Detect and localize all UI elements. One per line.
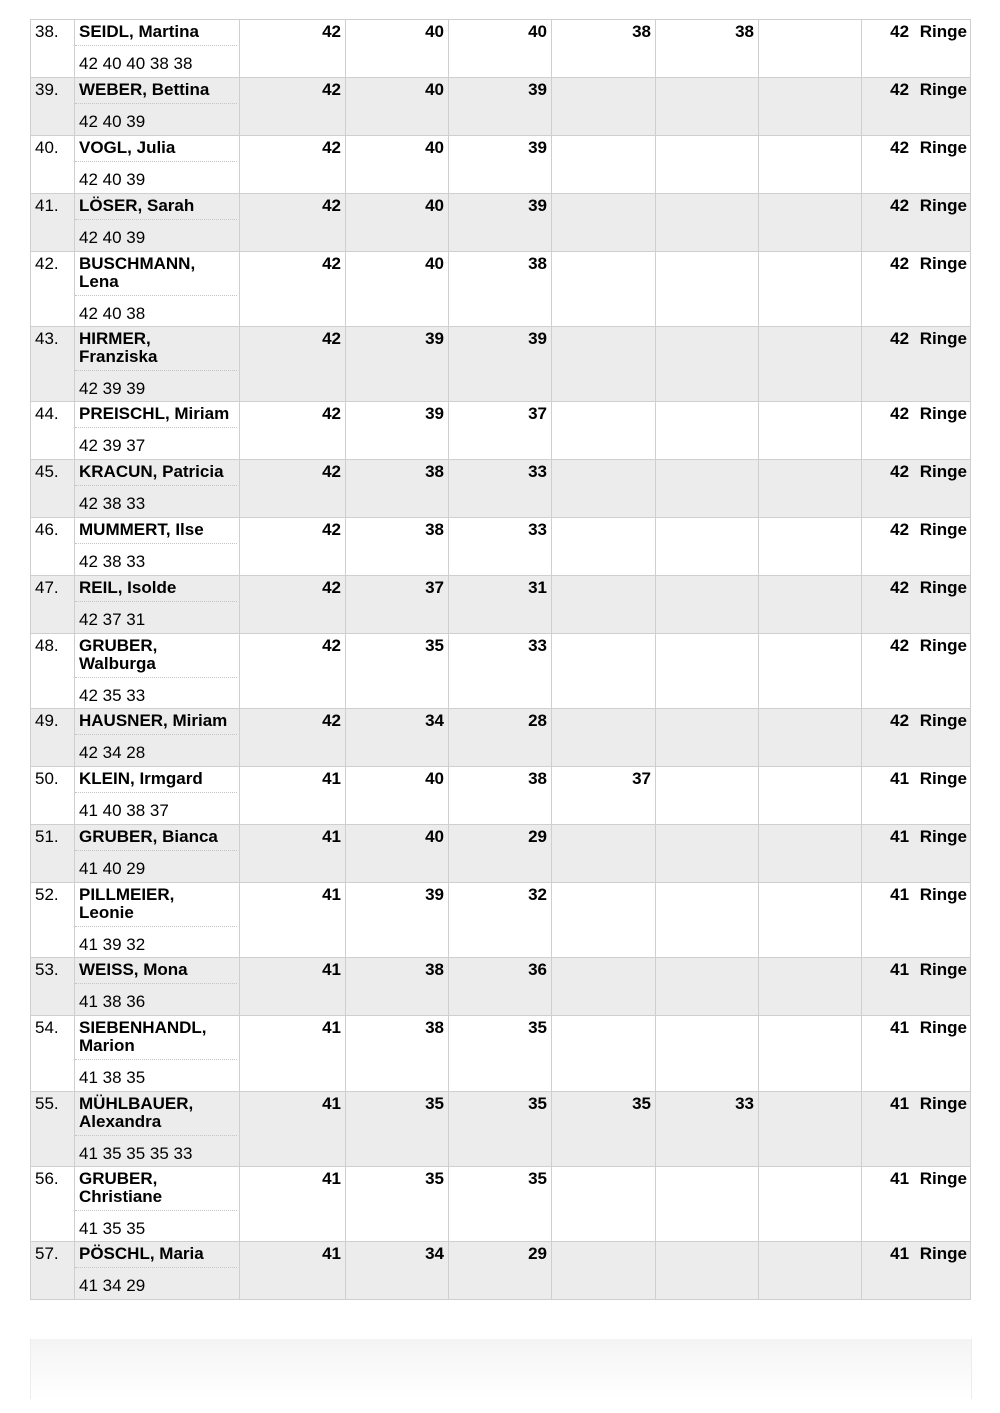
- rank-cell: 49.: [31, 709, 75, 767]
- series-scores: 41 39 32: [79, 935, 146, 954]
- score-cell-5: [656, 1242, 759, 1300]
- score-cell-6: [759, 327, 862, 402]
- total-unit: Ringe: [919, 827, 967, 846]
- score-cell-5: [656, 1167, 759, 1242]
- table-row: [31, 1242, 971, 1300]
- score-cell-1: 42: [240, 576, 346, 634]
- series-scores: 42 40 39: [79, 228, 146, 247]
- athlete-cell: [75, 402, 240, 460]
- total-value: 42: [890, 578, 910, 597]
- score-cell-6: [759, 767, 862, 825]
- score-cell-2: 39: [346, 327, 449, 402]
- athlete-name: REIL, Isolde: [75, 576, 237, 602]
- score-cell-1: 42: [240, 634, 346, 709]
- total-unit: Ringe: [919, 22, 967, 41]
- total-cell: [862, 1242, 971, 1300]
- rank-cell: 48.: [31, 634, 75, 709]
- score-cell-3: 29: [449, 825, 552, 883]
- athlete-name: GRUBER, Christiane: [75, 1167, 237, 1211]
- athlete-cell: [75, 883, 240, 958]
- total-unit: Ringe: [919, 769, 967, 788]
- score-cell-3: 40: [449, 20, 552, 78]
- total-cell: [862, 1016, 971, 1092]
- score-cell-1: 42: [240, 78, 346, 136]
- athlete-cell: [75, 767, 240, 825]
- score-cell-6: [759, 194, 862, 252]
- athlete-name: SIEBENHANDL, Marion: [75, 1016, 237, 1060]
- total-cell: [862, 460, 971, 518]
- series-scores: 42 40 39: [79, 112, 146, 131]
- score-cell-3: 36: [449, 958, 552, 1016]
- score-cell-3: 39: [449, 194, 552, 252]
- score-cell-1: 42: [240, 20, 346, 78]
- athlete-cell: [75, 1242, 240, 1300]
- score-cell-5: [656, 136, 759, 194]
- score-cell-2: 39: [346, 402, 449, 460]
- table-row: [31, 825, 971, 883]
- athlete-cell: [75, 78, 240, 136]
- rank-cell: 38.: [31, 20, 75, 78]
- score-cell-2: 40: [346, 252, 449, 327]
- score-cell-4: [552, 709, 656, 767]
- score-cell-1: 41: [240, 1016, 346, 1092]
- score-cell-4: [552, 1242, 656, 1300]
- rank-cell: 39.: [31, 78, 75, 136]
- table-row: [31, 327, 971, 402]
- total-cell: [862, 194, 971, 252]
- total-cell: [862, 518, 971, 576]
- total-cell: [862, 883, 971, 958]
- score-cell-5: [656, 709, 759, 767]
- athlete-cell: [75, 1016, 240, 1092]
- athlete-cell: [75, 20, 240, 78]
- table-row: [31, 194, 971, 252]
- score-cell-3: 32: [449, 883, 552, 958]
- score-cell-4: [552, 1167, 656, 1242]
- total-value: 42: [890, 462, 910, 481]
- series-scores: 42 39 39: [79, 379, 146, 398]
- score-cell-6: [759, 252, 862, 327]
- rank-cell: 47.: [31, 576, 75, 634]
- athlete-cell: [75, 518, 240, 576]
- results-body: [31, 20, 971, 1300]
- score-cell-4: [552, 136, 656, 194]
- table-row: [31, 20, 971, 78]
- table-row: [31, 576, 971, 634]
- score-cell-2: 40: [346, 767, 449, 825]
- athlete-name: GRUBER, Walburga: [75, 634, 237, 678]
- rank-cell: 51.: [31, 825, 75, 883]
- table-footer-band: [30, 1339, 972, 1399]
- score-cell-5: [656, 327, 759, 402]
- series-scores: 42 38 33: [79, 552, 146, 571]
- total-unit: Ringe: [919, 196, 967, 215]
- total-cell: [862, 825, 971, 883]
- score-cell-4: [552, 576, 656, 634]
- athlete-cell: [75, 136, 240, 194]
- table-row: [31, 136, 971, 194]
- series-scores: 42 40 39: [79, 170, 146, 189]
- score-cell-4: [552, 958, 656, 1016]
- athlete-cell: [75, 1092, 240, 1167]
- athlete-name: PILLMEIER, Leonie: [75, 883, 237, 927]
- athlete-name: BUSCHMANN, Lena: [75, 252, 237, 296]
- total-value: 42: [890, 711, 910, 730]
- rank-cell: 43.: [31, 327, 75, 402]
- score-cell-5: [656, 460, 759, 518]
- score-cell-2: 40: [346, 136, 449, 194]
- score-cell-4: [552, 78, 656, 136]
- score-cell-1: 41: [240, 1167, 346, 1242]
- total-cell: [862, 327, 971, 402]
- total-cell: [862, 136, 971, 194]
- athlete-name: VOGL, Julia: [75, 136, 237, 162]
- table-row: [31, 709, 971, 767]
- total-unit: Ringe: [919, 1094, 967, 1113]
- score-cell-2: 38: [346, 460, 449, 518]
- rank-cell: 41.: [31, 194, 75, 252]
- results-table: [30, 19, 971, 1300]
- score-cell-5: 33: [656, 1092, 759, 1167]
- series-scores: 42 34 28: [79, 743, 146, 762]
- table-row: [31, 1167, 971, 1242]
- total-unit: Ringe: [919, 1018, 967, 1037]
- score-cell-3: 28: [449, 709, 552, 767]
- athlete-cell: [75, 825, 240, 883]
- total-value: 41: [890, 827, 910, 846]
- score-cell-4: [552, 825, 656, 883]
- score-cell-3: 35: [449, 1092, 552, 1167]
- series-scores: 42 39 37: [79, 436, 146, 455]
- score-cell-5: [656, 883, 759, 958]
- series-scores: 41 34 29: [79, 1276, 146, 1295]
- series-scores: 42 40 40 38 38: [79, 54, 193, 73]
- score-cell-4: [552, 1016, 656, 1092]
- score-cell-2: 38: [346, 958, 449, 1016]
- table-row: [31, 958, 971, 1016]
- score-cell-4: [552, 252, 656, 327]
- score-cell-5: [656, 402, 759, 460]
- rank-cell: 56.: [31, 1167, 75, 1242]
- score-cell-5: [656, 825, 759, 883]
- table-row: [31, 634, 971, 709]
- total-unit: Ringe: [919, 404, 967, 423]
- total-unit: Ringe: [919, 636, 967, 655]
- total-cell: [862, 252, 971, 327]
- total-value: 42: [890, 22, 910, 41]
- score-cell-4: [552, 518, 656, 576]
- total-unit: Ringe: [919, 1169, 967, 1188]
- score-cell-6: [759, 20, 862, 78]
- score-cell-4: [552, 327, 656, 402]
- total-unit: Ringe: [919, 520, 967, 539]
- total-value: 42: [890, 520, 910, 539]
- rank-cell: 55.: [31, 1092, 75, 1167]
- score-cell-2: 38: [346, 518, 449, 576]
- score-cell-5: [656, 767, 759, 825]
- athlete-cell: [75, 1167, 240, 1242]
- score-cell-2: 40: [346, 20, 449, 78]
- total-value: 42: [890, 329, 910, 348]
- score-cell-6: [759, 1167, 862, 1242]
- athlete-cell: [75, 576, 240, 634]
- score-cell-5: [656, 518, 759, 576]
- score-cell-1: 42: [240, 402, 346, 460]
- rank-cell: 44.: [31, 402, 75, 460]
- rank-cell: 57.: [31, 1242, 75, 1300]
- total-value: 42: [890, 196, 910, 215]
- total-unit: Ringe: [919, 1244, 967, 1263]
- athlete-name: MÜHLBAUER, Alexandra: [75, 1092, 237, 1136]
- score-cell-2: 34: [346, 709, 449, 767]
- total-cell: [862, 634, 971, 709]
- score-cell-3: 39: [449, 78, 552, 136]
- score-cell-4: [552, 634, 656, 709]
- athlete-cell: [75, 709, 240, 767]
- score-cell-2: 39: [346, 883, 449, 958]
- total-unit: Ringe: [919, 80, 967, 99]
- total-unit: Ringe: [919, 885, 967, 904]
- score-cell-2: 35: [346, 1167, 449, 1242]
- rank-cell: 46.: [31, 518, 75, 576]
- score-cell-4: 37: [552, 767, 656, 825]
- total-cell: [862, 78, 971, 136]
- score-cell-2: 35: [346, 1092, 449, 1167]
- athlete-name: PÖSCHL, Maria: [75, 1242, 237, 1268]
- total-value: 42: [890, 80, 910, 99]
- total-unit: Ringe: [919, 254, 967, 273]
- score-cell-1: 42: [240, 136, 346, 194]
- athlete-cell: [75, 194, 240, 252]
- total-value: 42: [890, 636, 910, 655]
- athlete-cell: [75, 958, 240, 1016]
- total-unit: Ringe: [919, 960, 967, 979]
- athlete-cell: [75, 252, 240, 327]
- total-cell: [862, 402, 971, 460]
- total-value: 41: [890, 960, 910, 979]
- score-cell-2: 40: [346, 78, 449, 136]
- total-unit: Ringe: [919, 462, 967, 481]
- score-cell-2: 38: [346, 1016, 449, 1092]
- score-cell-6: [759, 402, 862, 460]
- table-row: [31, 78, 971, 136]
- score-cell-4: [552, 460, 656, 518]
- score-cell-1: 41: [240, 883, 346, 958]
- score-cell-1: 41: [240, 767, 346, 825]
- total-value: 42: [890, 138, 910, 157]
- total-cell: [862, 958, 971, 1016]
- score-cell-1: 42: [240, 518, 346, 576]
- score-cell-5: [656, 958, 759, 1016]
- series-scores: 41 40 38 37: [79, 801, 169, 820]
- total-unit: Ringe: [919, 711, 967, 730]
- score-cell-3: 35: [449, 1167, 552, 1242]
- rank-cell: 45.: [31, 460, 75, 518]
- series-scores: 41 35 35 35 33: [79, 1144, 193, 1163]
- series-scores: 42 35 33: [79, 686, 146, 705]
- rank-cell: 54.: [31, 1016, 75, 1092]
- rank-cell: 50.: [31, 767, 75, 825]
- athlete-name: MUMMERT, Ilse: [75, 518, 237, 544]
- score-cell-2: 40: [346, 194, 449, 252]
- series-scores: 41 38 35: [79, 1068, 146, 1087]
- score-cell-1: 42: [240, 252, 346, 327]
- rank-cell: 53.: [31, 958, 75, 1016]
- athlete-name: SEIDL, Martina: [75, 20, 237, 46]
- rank-cell: 52.: [31, 883, 75, 958]
- table-row: [31, 402, 971, 460]
- series-scores: 41 40 29: [79, 859, 146, 878]
- score-cell-3: 33: [449, 518, 552, 576]
- score-cell-3: 39: [449, 136, 552, 194]
- score-cell-3: 39: [449, 327, 552, 402]
- score-cell-4: [552, 194, 656, 252]
- athlete-name: WEBER, Bettina: [75, 78, 237, 104]
- total-cell: [862, 20, 971, 78]
- athlete-name: HIRMER, Franziska: [75, 327, 237, 371]
- score-cell-4: 38: [552, 20, 656, 78]
- series-scores: 42 38 33: [79, 494, 146, 513]
- score-cell-4: 35: [552, 1092, 656, 1167]
- score-cell-1: 42: [240, 460, 346, 518]
- table-row: [31, 1092, 971, 1167]
- table-row: [31, 518, 971, 576]
- score-cell-1: 41: [240, 958, 346, 1016]
- total-value: 42: [890, 404, 910, 423]
- total-cell: [862, 767, 971, 825]
- athlete-cell: [75, 634, 240, 709]
- athlete-name: WEISS, Mona: [75, 958, 237, 984]
- series-scores: 42 40 38: [79, 304, 146, 323]
- athlete-name: KRACUN, Patricia: [75, 460, 237, 486]
- score-cell-6: [759, 634, 862, 709]
- table-row: [31, 883, 971, 958]
- score-cell-1: 42: [240, 194, 346, 252]
- score-cell-5: [656, 1016, 759, 1092]
- score-cell-5: [656, 576, 759, 634]
- score-cell-1: 41: [240, 1242, 346, 1300]
- score-cell-3: 33: [449, 634, 552, 709]
- rank-cell: 42.: [31, 252, 75, 327]
- score-cell-3: 33: [449, 460, 552, 518]
- total-value: 41: [890, 1169, 910, 1188]
- table-row: [31, 767, 971, 825]
- score-cell-3: 37: [449, 402, 552, 460]
- score-cell-6: [759, 825, 862, 883]
- score-cell-2: 40: [346, 825, 449, 883]
- athlete-cell: [75, 460, 240, 518]
- athlete-name: HAUSNER, Miriam: [75, 709, 237, 735]
- score-cell-5: [656, 634, 759, 709]
- total-unit: Ringe: [919, 578, 967, 597]
- score-cell-6: [759, 136, 862, 194]
- total-value: 41: [890, 769, 910, 788]
- score-cell-6: [759, 1092, 862, 1167]
- score-cell-6: [759, 958, 862, 1016]
- total-cell: [862, 576, 971, 634]
- score-cell-6: [759, 576, 862, 634]
- score-cell-2: 35: [346, 634, 449, 709]
- athlete-name: KLEIN, Irmgard: [75, 767, 237, 793]
- series-scores: 41 38 36: [79, 992, 146, 1011]
- athlete-name: LÖSER, Sarah: [75, 194, 237, 220]
- score-cell-5: [656, 194, 759, 252]
- score-cell-6: [759, 78, 862, 136]
- score-cell-5: [656, 78, 759, 136]
- score-cell-1: 42: [240, 327, 346, 402]
- rank-cell: 40.: [31, 136, 75, 194]
- total-unit: Ringe: [919, 329, 967, 348]
- score-cell-4: [552, 883, 656, 958]
- score-cell-3: 35: [449, 1016, 552, 1092]
- total-cell: [862, 1092, 971, 1167]
- total-unit: Ringe: [919, 138, 967, 157]
- score-cell-2: 34: [346, 1242, 449, 1300]
- total-value: 41: [890, 885, 910, 904]
- score-cell-2: 37: [346, 576, 449, 634]
- table-row: [31, 252, 971, 327]
- table-row: [31, 1016, 971, 1092]
- score-cell-6: [759, 883, 862, 958]
- score-cell-1: 41: [240, 1092, 346, 1167]
- table-row: [31, 460, 971, 518]
- score-cell-3: 38: [449, 252, 552, 327]
- score-cell-6: [759, 460, 862, 518]
- score-cell-6: [759, 518, 862, 576]
- score-cell-6: [759, 1016, 862, 1092]
- score-cell-6: [759, 1242, 862, 1300]
- total-cell: [862, 1167, 971, 1242]
- total-value: 41: [890, 1244, 910, 1263]
- score-cell-3: 29: [449, 1242, 552, 1300]
- score-cell-1: 42: [240, 709, 346, 767]
- score-cell-3: 38: [449, 767, 552, 825]
- series-scores: 41 35 35: [79, 1219, 146, 1238]
- score-cell-4: [552, 402, 656, 460]
- total-cell: [862, 709, 971, 767]
- total-value: 41: [890, 1018, 910, 1037]
- series-scores: 42 37 31: [79, 610, 146, 629]
- score-cell-6: [759, 709, 862, 767]
- total-value: 41: [890, 1094, 910, 1113]
- score-cell-3: 31: [449, 576, 552, 634]
- athlete-name: PREISCHL, Miriam: [75, 402, 237, 428]
- athlete-name: GRUBER, Bianca: [75, 825, 237, 851]
- athlete-cell: [75, 327, 240, 402]
- score-cell-5: 38: [656, 20, 759, 78]
- total-value: 42: [890, 254, 910, 273]
- score-cell-5: [656, 252, 759, 327]
- score-cell-1: 41: [240, 825, 346, 883]
